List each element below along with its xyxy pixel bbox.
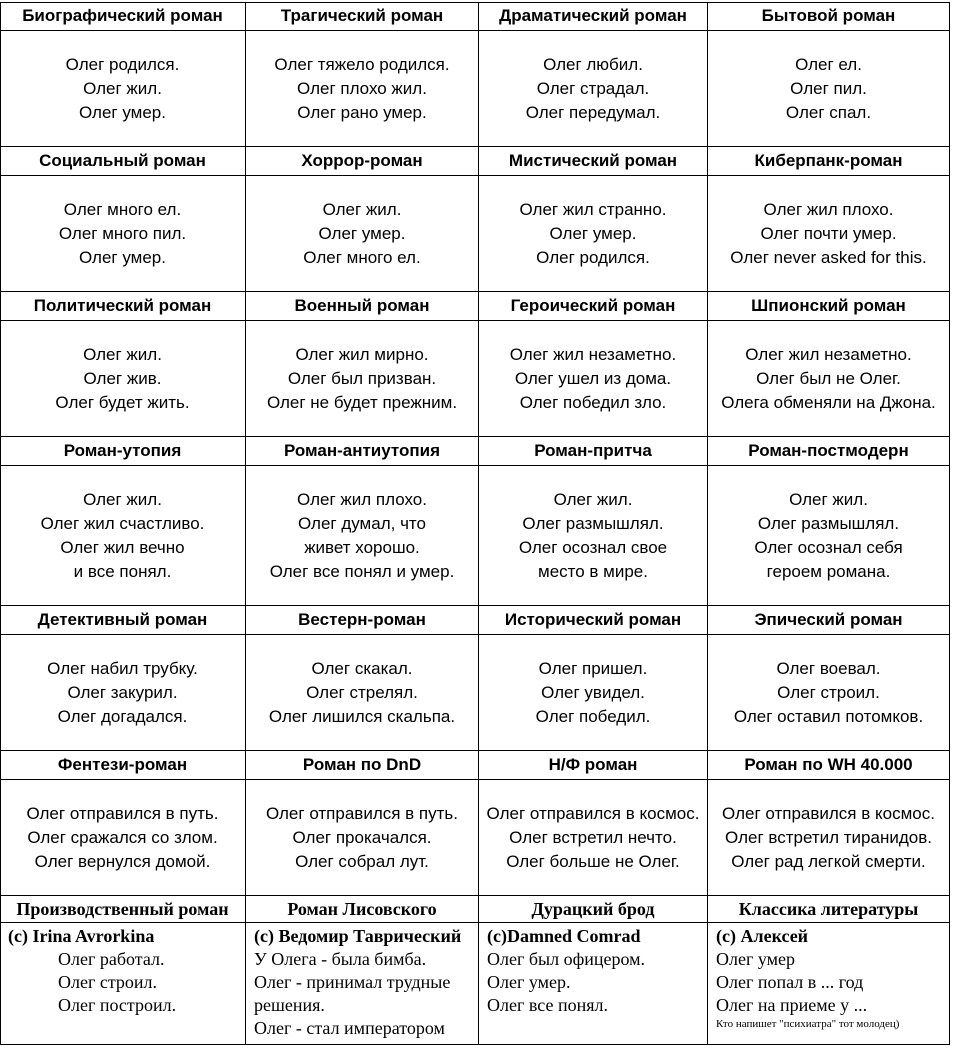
- description-line: Олег был призван.: [287, 368, 437, 388]
- genre-title: Трагический роман: [246, 2, 479, 31]
- genre-title: Бытовой роман: [708, 2, 950, 31]
- description-line: Олег вернулся домой.: [34, 851, 211, 871]
- description-line: Олег скакал.: [311, 658, 413, 678]
- description-line: Олег победил.: [535, 706, 651, 726]
- genre-title: Н/Ф роман: [479, 751, 708, 780]
- description-line: Олег жил.: [789, 489, 868, 509]
- genre-description: [0, 466, 246, 606]
- description-line: Олег победил зло.: [519, 392, 667, 412]
- genre-description: [246, 176, 479, 292]
- description-line: Олег оставил потомков.: [733, 706, 924, 726]
- description-line: Олег жил плохо.: [297, 489, 427, 509]
- description-line: Олег жил плохо.: [763, 199, 894, 219]
- description-line: Олег не будет прежним.: [266, 392, 458, 412]
- genre-description: [479, 635, 708, 751]
- description-line: Олег пил.: [790, 78, 867, 98]
- genre-title: Дурацкий брод: [479, 896, 708, 923]
- description-line: Олег жил незаметно.: [509, 344, 677, 364]
- description-line: Олег встретил нечто.: [509, 827, 677, 847]
- description-line: Олег рано умер.: [297, 102, 427, 122]
- description-line: Олег умер.: [487, 972, 571, 992]
- genre-description: [479, 780, 708, 896]
- genre-description: [479, 466, 708, 606]
- description-line: Олег размышлял.: [522, 513, 664, 533]
- description-line: решения.: [254, 995, 325, 1015]
- description-line: Олег жив.: [83, 368, 162, 388]
- genre-description: [246, 923, 479, 1045]
- description-line: Олег осознал себя: [754, 537, 903, 557]
- description-line: Олег жил странно.: [519, 199, 667, 219]
- description-line: Олег спал.: [785, 102, 872, 122]
- description-line: Олег жил незаметно.: [745, 344, 912, 364]
- description-line: Олег собрал лут.: [295, 851, 429, 871]
- description-line: Олег все понял.: [487, 995, 608, 1015]
- description-line: Олега обменяли на Джона.: [721, 392, 936, 412]
- description-line: Олег набил трубку.: [47, 658, 198, 678]
- genre-title: Социальный роман: [0, 147, 246, 176]
- description-line: Олег больше не Олег.: [506, 851, 680, 871]
- genre-title: Вестерн-роман: [246, 606, 479, 635]
- genre-description: [0, 780, 246, 896]
- genre-description: [479, 176, 708, 292]
- description-line: Олег жил мирно.: [295, 344, 429, 364]
- description-line: Олег ушел из дома.: [514, 368, 672, 388]
- genre-description: [246, 635, 479, 751]
- description-line: Олег жил.: [553, 489, 633, 509]
- genre-title: Роман по DnD: [246, 751, 479, 780]
- genre-title: Биографический роман: [0, 2, 246, 31]
- description-line: Олег передумал.: [525, 102, 661, 122]
- genre-title: Производственный роман: [0, 896, 246, 923]
- description-line: Олег воевал.: [776, 658, 881, 678]
- genre-description: [708, 635, 950, 751]
- description-line: Олег умер.: [318, 223, 406, 243]
- description-line: Олег прокачался.: [292, 827, 432, 847]
- genre-title: Фентези-роман: [0, 751, 246, 780]
- author-credit: (с) Ведомир Таврический: [254, 926, 462, 946]
- genre-title: Эпический роман: [708, 606, 950, 635]
- description-line: Олег все понял и умер.: [269, 561, 455, 581]
- genre-title: Киберпанк-роман: [708, 147, 950, 176]
- description-line: Олег встретил тиранидов.: [725, 827, 932, 847]
- description-line: Олег лишился скальпа.: [268, 706, 456, 726]
- genre-title: Политический роман: [0, 292, 246, 321]
- description-line: Олег был офицером.: [487, 949, 646, 969]
- description-line: Олег построил.: [58, 995, 177, 1015]
- description-line: Олег попал в ... год: [716, 972, 864, 992]
- description-line: Олег ел.: [795, 54, 862, 74]
- genre-description: [246, 31, 479, 147]
- footnote: Кто напишет "психиатра" тот молодец): [716, 1018, 900, 1030]
- description-line: Олег будет жить.: [55, 392, 190, 412]
- description-line: место в мире.: [538, 561, 648, 581]
- genre-description: [0, 923, 246, 1045]
- description-line: Олег never asked for this.: [730, 247, 927, 267]
- description-line: Олег жил счастливо.: [40, 513, 205, 533]
- description-line: героем романа.: [766, 561, 891, 581]
- genre-description: [479, 321, 708, 437]
- description-line: Олег умер.: [549, 223, 637, 243]
- description-line: Олег работал.: [58, 949, 165, 969]
- description-line: Олег строил.: [58, 972, 158, 992]
- description-line: Олег жил.: [83, 344, 162, 364]
- genre-title: Военный роман: [246, 292, 479, 321]
- genre-title: Роман Лисовского: [246, 896, 479, 923]
- genre-title: Героический роман: [479, 292, 708, 321]
- description-line: Олег отправился в космос.: [486, 803, 700, 823]
- genre-description: [479, 923, 708, 1045]
- description-line: Олег строил.: [777, 682, 880, 702]
- description-line: Олег размышлял.: [757, 513, 900, 533]
- genre-description: [708, 176, 950, 292]
- description-line: Олег осознал свое: [518, 537, 668, 557]
- description-line: Олег жил вечно: [60, 537, 185, 557]
- genre-description: [708, 466, 950, 606]
- description-line: Олег страдал.: [536, 78, 650, 98]
- genre-title: Роман-антиутопия: [246, 437, 479, 466]
- genre-description: [0, 176, 246, 292]
- genre-title: Классика литературы: [708, 896, 950, 923]
- genre-description: [246, 780, 479, 896]
- genre-title: Мистический роман: [479, 147, 708, 176]
- genre-title: Шпионский роман: [708, 292, 950, 321]
- description-line: Олег отправился в космос.: [722, 803, 935, 823]
- genre-description: [708, 31, 950, 147]
- description-line: и все понял.: [73, 561, 172, 581]
- author-credit: (c) Алексей: [716, 926, 809, 946]
- genre-title: Исторический роман: [479, 606, 708, 635]
- genre-description: [708, 923, 950, 1045]
- description-line: Олег - принимал трудные: [254, 972, 451, 992]
- genre-title: Роман-утопия: [0, 437, 246, 466]
- genre-title: Хоррор-роман: [246, 147, 479, 176]
- description-line: Олег закурил.: [67, 682, 178, 702]
- description-line: Олег жил.: [83, 78, 162, 98]
- description-line: Олег жил.: [322, 199, 402, 219]
- description-line: Олег - стал императором: [254, 1018, 445, 1038]
- description-line: Олег умер.: [79, 247, 166, 267]
- description-line: Олег был не Олег.: [756, 368, 901, 388]
- description-line: живет хорошо.: [304, 537, 420, 557]
- description-line: Олег любил.: [543, 54, 643, 74]
- description-line: Олег думал, что: [298, 513, 426, 533]
- description-line: Олег догадался.: [57, 706, 188, 726]
- genre-description: [0, 635, 246, 751]
- description-line: Олег тяжело родился.: [274, 54, 450, 74]
- description-line: Олег рад легкой смерти.: [731, 851, 926, 871]
- description-line: Олег плохо жил.: [297, 78, 427, 98]
- description-line: У Олега - была бимба.: [254, 949, 427, 969]
- genre-description: [0, 321, 246, 437]
- genre-title: Драматический роман: [479, 2, 708, 31]
- description-line: Олег родился.: [65, 54, 180, 74]
- genre-title: Детективный роман: [0, 606, 246, 635]
- author-credit: (с) Irina Avrorkina: [8, 926, 155, 946]
- genre-title: Роман-постмодерн: [708, 437, 950, 466]
- genre-description: [246, 321, 479, 437]
- description-line: Олег много пил.: [58, 223, 187, 243]
- genre-description: [708, 780, 950, 896]
- description-line: Олег умер: [716, 949, 795, 969]
- description-line: Олег почти умер.: [760, 223, 897, 243]
- description-line: Олег отправился в путь.: [265, 803, 458, 823]
- description-line: Олег увидел.: [541, 682, 645, 702]
- description-line: Олег отправился в путь.: [26, 803, 219, 823]
- description-line: Олег пришел.: [538, 658, 648, 678]
- genre-description: [479, 31, 708, 147]
- description-line: Олег много ел.: [303, 247, 421, 267]
- description-line: Олег стрелял.: [306, 682, 418, 702]
- description-line: Олег сражался со злом.: [27, 827, 218, 847]
- description-line: Олег жил.: [83, 489, 162, 509]
- description-line: Олег много ел.: [63, 199, 182, 219]
- genre-title: Роман-притча: [479, 437, 708, 466]
- genre-description: [708, 321, 950, 437]
- genre-description: [246, 466, 479, 606]
- description-line: Олег на приеме у ...: [716, 995, 868, 1015]
- author-credit: (c)Damned Comrad: [487, 926, 641, 946]
- description-line: Олег родился.: [536, 247, 650, 267]
- description-line: Олег умер.: [79, 102, 166, 122]
- genre-description: [0, 31, 246, 147]
- genre-title: Роман по WH 40.000: [708, 751, 950, 780]
